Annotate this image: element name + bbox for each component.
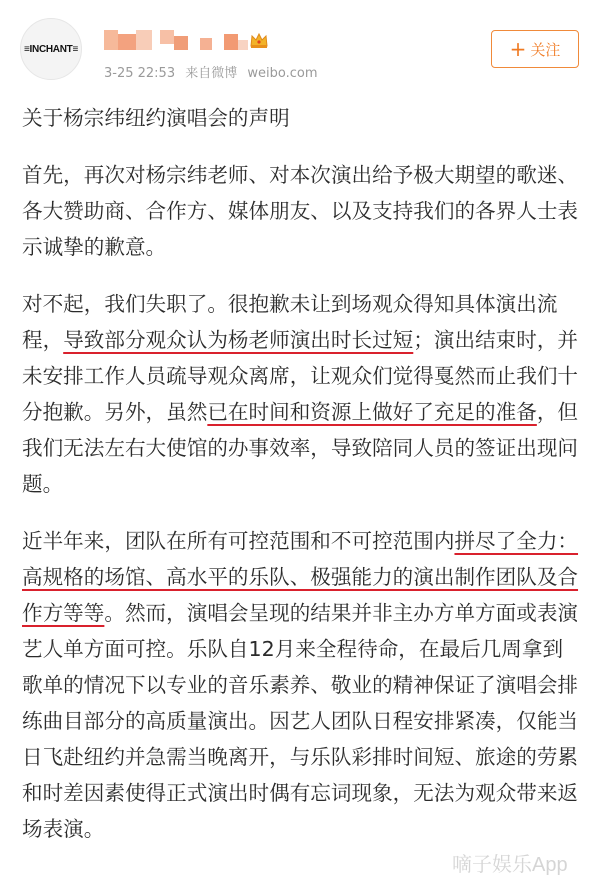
mosaic-block xyxy=(238,40,248,50)
avatar[interactable] xyxy=(20,18,82,80)
text-segment: 近半年来，团队在所有可控范围和不可控范围内 xyxy=(22,529,455,553)
mosaic-block xyxy=(200,38,212,50)
username-pixelated[interactable] xyxy=(104,30,254,50)
paragraph-2 xyxy=(22,286,582,502)
highlighted-text: 已在时间和资源上做好了充足的准备 xyxy=(207,400,537,424)
crown-icon xyxy=(250,32,268,48)
text-segment: ；演出结束时，并未安排工作人员疏导观众离席，让观众们觉得戛然而止我们十分抱歉。另外，虽然 xyxy=(22,328,579,424)
highlighted-text: 拼尽了全力：高规格的场馆、高水平的乐队、极强能力的演出制作团队及合作方等等 xyxy=(22,529,579,625)
mosaic-block xyxy=(224,34,238,50)
mosaic-block xyxy=(104,30,118,50)
paragraph-3 xyxy=(22,523,582,847)
post-source-name[interactable]: weibo.com xyxy=(247,66,318,81)
plus-icon: + xyxy=(509,37,527,61)
post-header xyxy=(0,0,600,92)
mosaic-block xyxy=(160,30,174,44)
text-segment: 。然而，演唱会呈现的结果并非主办方单方面或表演艺人单方面可控。乐队自12月来全程待命，在最后几周拿到歌单的情况下以专业的音乐素养、敬业的精神保证了演唱会排练曲目部分的高质量演出。因艺人团队日程安排紧凑，仅能当日飞赴纽约并急需当晚离开，与乐队彩排时间短、旅途的劳累和时差因素使得正式演出时偶有忘词现象，无法为观众带来返场表演。 xyxy=(22,601,579,841)
highlighted-text: 导致部分观众认为杨老师演出时长过短 xyxy=(63,328,414,352)
paragraph-1: 首先，再次对杨宗纬老师、对本次演出给予极大期望的歌迷、各大赞助商、合作方、媒体朋友、以及支持我们的各界人士表示诚挚的歉意。 xyxy=(22,163,579,259)
post-title: 关于杨宗纬纽约演唱会的声明 xyxy=(22,106,290,130)
text-segment: ，但我们无法左右大使馆的办事效率，导致陪同人员的签证出现问题。 xyxy=(22,400,579,496)
watermark: 嘀子娱乐App xyxy=(452,854,568,876)
mosaic-block xyxy=(174,36,188,50)
follow-label: 关注 xyxy=(530,40,561,59)
post-source-prefix: 来自微博 xyxy=(185,66,238,81)
post-meta xyxy=(104,62,324,81)
avatar-logo-text: ≡INCHANT≡ xyxy=(24,43,78,55)
post-time: 3-25 22:53 xyxy=(104,66,176,81)
mosaic-block xyxy=(136,30,152,50)
follow-button[interactable] xyxy=(491,30,579,68)
mosaic-block xyxy=(118,34,136,50)
text-segment: 对不起，我们失职了。很抱歉未让到场观众得知具体演出流程， xyxy=(22,292,558,352)
post-body xyxy=(22,100,582,868)
